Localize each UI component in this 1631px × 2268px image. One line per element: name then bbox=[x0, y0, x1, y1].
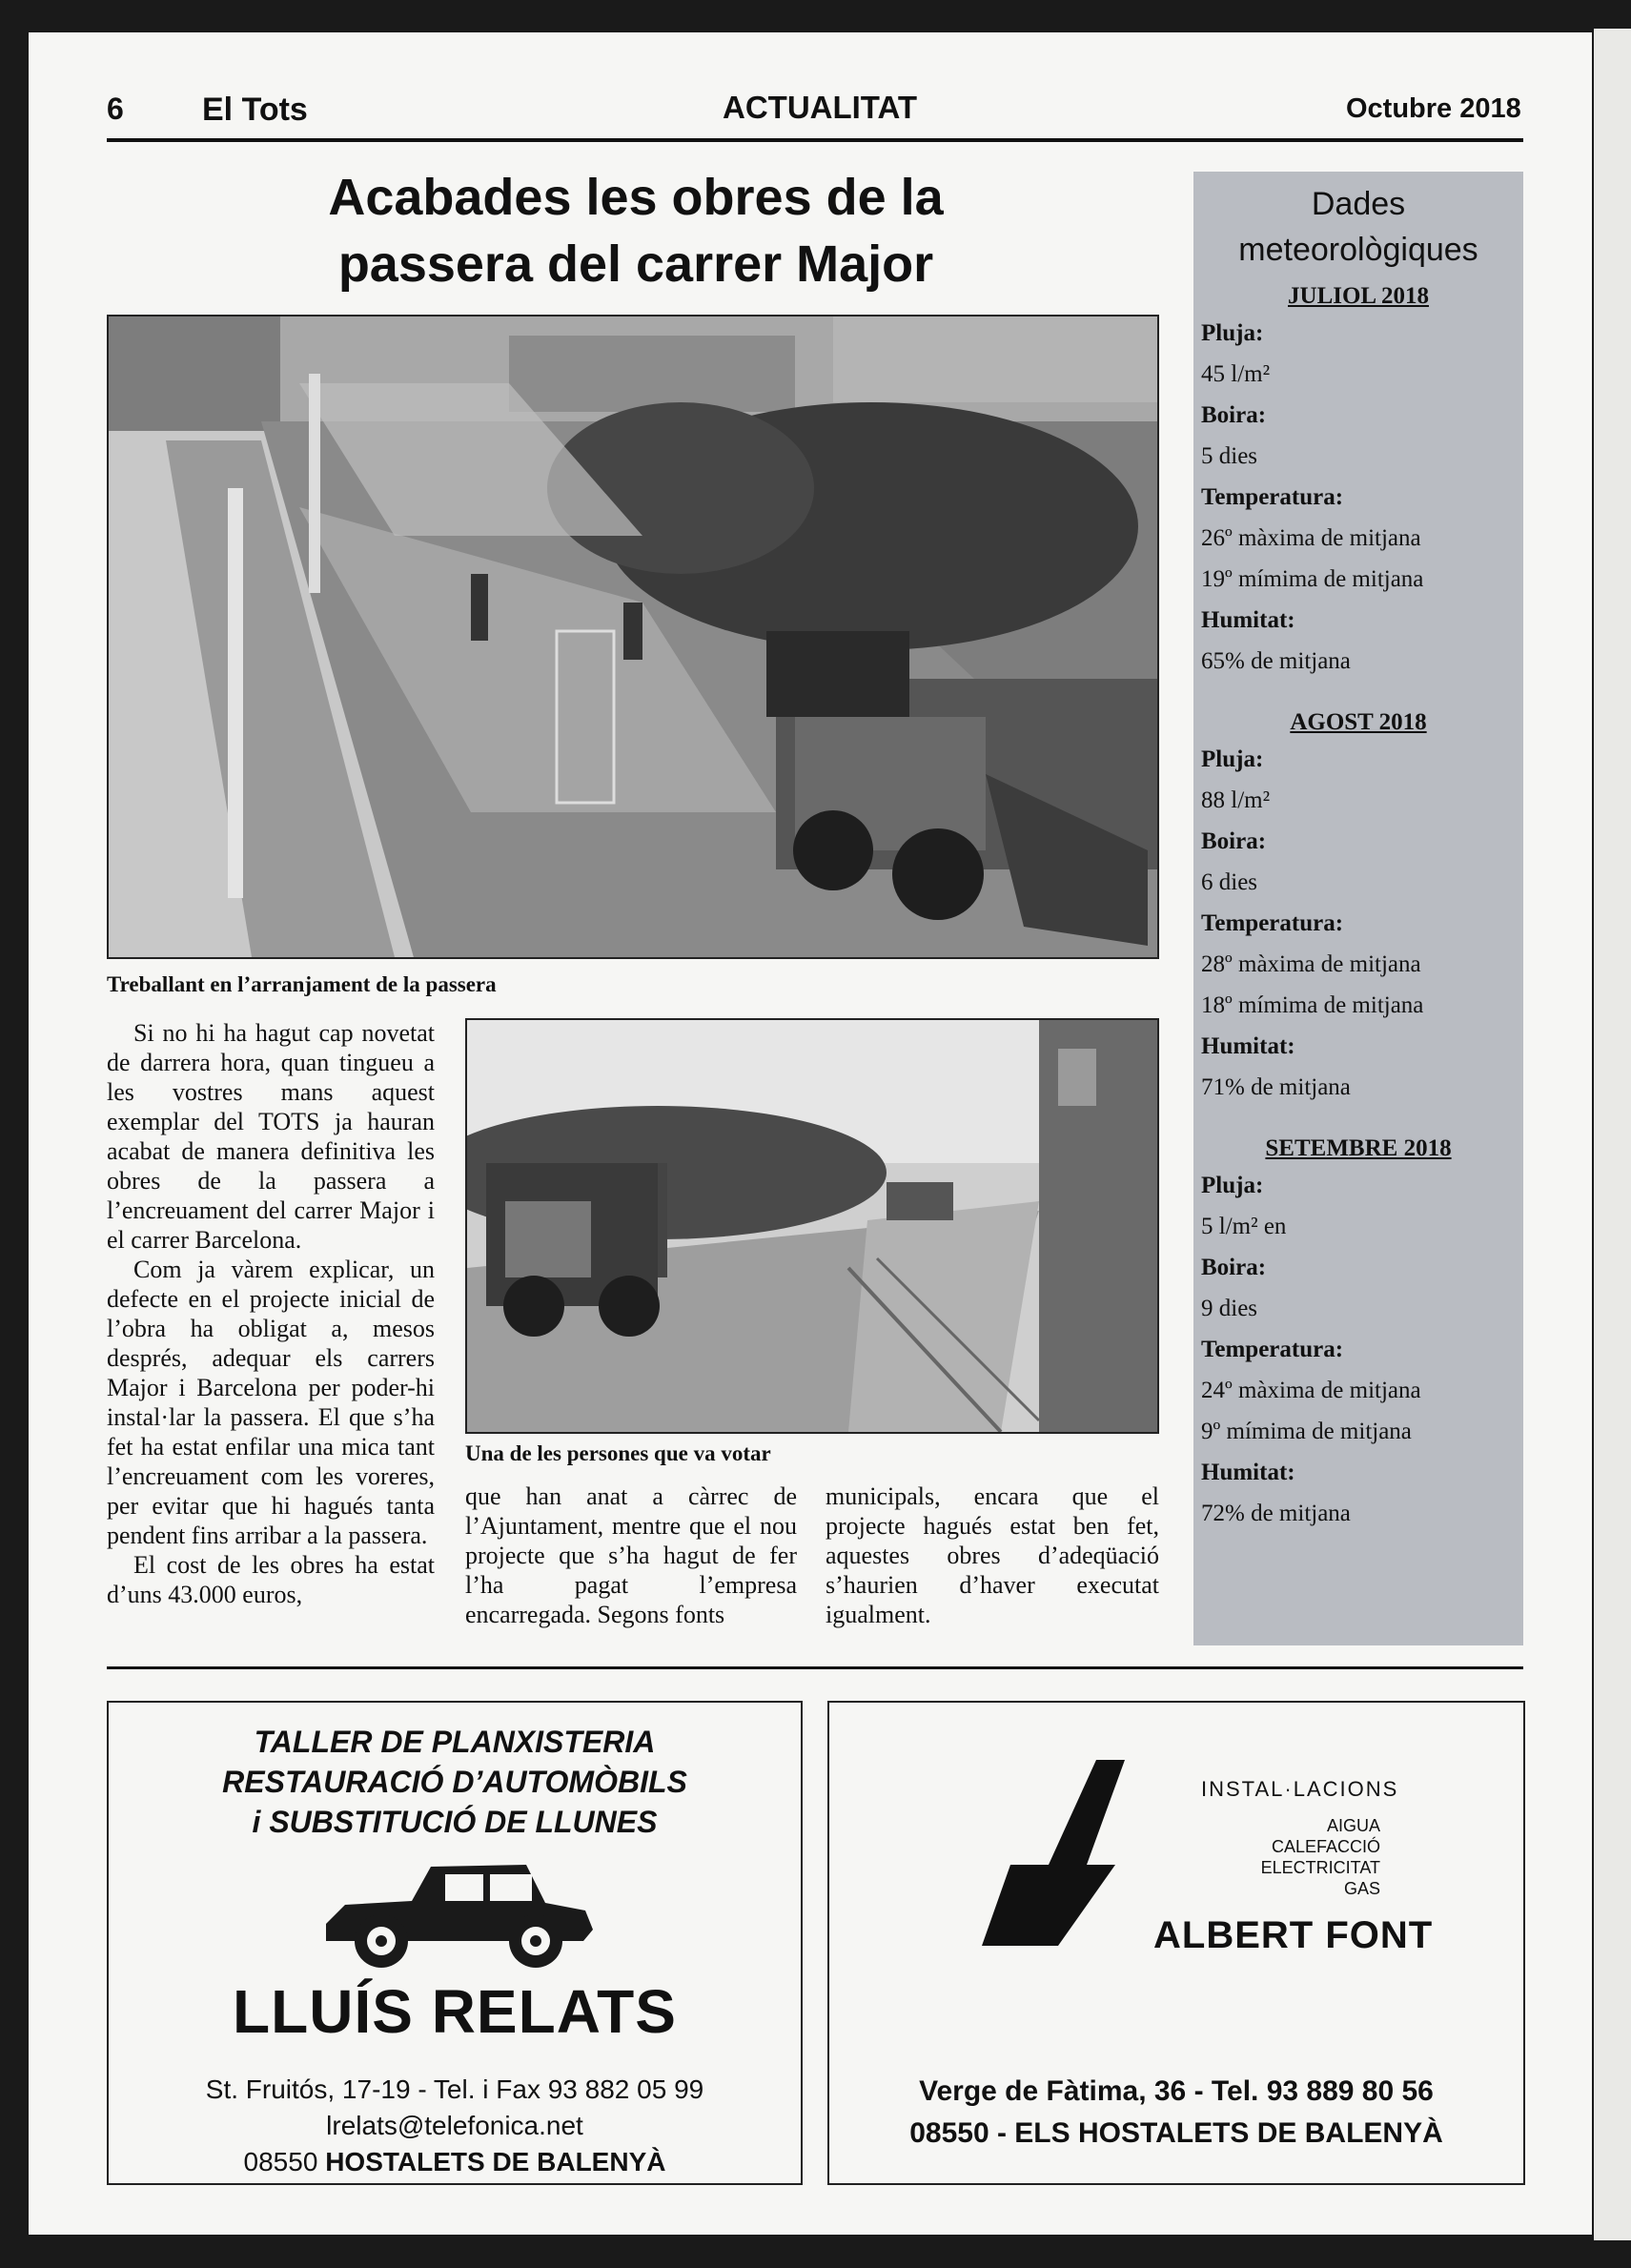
ad-lluis-relats bbox=[107, 1701, 803, 2185]
fog-value: 5 dies bbox=[1201, 443, 1258, 469]
fog-value: 9 dies bbox=[1201, 1296, 1258, 1321]
ad-services bbox=[109, 1722, 801, 1842]
humidity-value: 65% de mitjana bbox=[1201, 648, 1351, 674]
photo1-caption: Treballant en l’arranjament de la passera bbox=[107, 972, 497, 996]
next-page-edge bbox=[1594, 29, 1631, 2240]
vintage-car-icon bbox=[109, 1848, 801, 1976]
ad-address: Verge de Fàtima, 36 - Tel. 93 889 80 56 bbox=[919, 2075, 1434, 2107]
fog-label: Boira: bbox=[1201, 828, 1267, 854]
headline-line-2: passera del carrer Major bbox=[337, 235, 934, 293]
weather-title-line-1: Dades bbox=[1311, 186, 1406, 222]
humidity-value: 72% de mitjana bbox=[1201, 1501, 1351, 1526]
ad-line-1: TALLER DE PLANXISTERIA bbox=[254, 1725, 656, 1759]
fog-value: 6 dies bbox=[1201, 869, 1258, 895]
section-title: ACTUALITAT bbox=[723, 90, 918, 125]
rain-label: Pluja: bbox=[1201, 1173, 1264, 1198]
rain-value: 88 l/m² bbox=[1201, 787, 1271, 813]
ads-divider-rule bbox=[107, 1666, 1523, 1669]
photo-construction-works bbox=[107, 315, 1159, 959]
fog-label: Boira: bbox=[1201, 402, 1267, 428]
ad-address: St. Fruitós, 17-19 - Tel. i Fax 93 882 05 99 bbox=[205, 2074, 704, 2104]
paragraph-1: Si no hi ha hagut cap novetat de darrera hora, quan tingueu a les vostres mans aquest exemplar del TOTS ja hauran acabat de manera definitiva les obres de la passera a l’encreuament del carrer Major i el carrer Barcelona. bbox=[107, 1019, 435, 1254]
temp-max-value: 24º màxima de mitjana bbox=[1201, 1378, 1421, 1403]
ad-business-name: LLUÍS RELATS bbox=[233, 1977, 677, 2046]
issue-date: Octubre 2018 bbox=[1346, 93, 1521, 124]
service-water: AIGUA bbox=[1326, 1816, 1380, 1835]
rain-value: 45 l/m² bbox=[1201, 361, 1271, 387]
temp-min-value: 9º mímima de mitjana bbox=[1201, 1419, 1412, 1444]
weather-title bbox=[1193, 181, 1523, 273]
article-column-2 bbox=[465, 1481, 797, 1629]
article-column-1 bbox=[107, 1018, 435, 1609]
headline-line-1: Acabades les obres de la bbox=[328, 169, 944, 226]
ad-town: HOSTALETS DE BALENYÀ bbox=[325, 2147, 666, 2176]
weather-sidebar bbox=[1193, 172, 1523, 1645]
ad-line-3: i SUBSTITUCIÓ DE LLUNES bbox=[252, 1805, 658, 1839]
temp-max-value: 26º màxima de mitjana bbox=[1201, 525, 1421, 551]
ad-tag: INSTAL·LACIONS bbox=[1201, 1777, 1399, 1801]
temp-label: Temperatura: bbox=[1201, 484, 1344, 510]
ad-email: lrelats@telefonica.net bbox=[326, 2111, 583, 2140]
ad-line-2: RESTAURACIÓ D’AUTOMÒBILS bbox=[222, 1765, 687, 1799]
temp-min-value: 18º mímima de mitjana bbox=[1201, 992, 1424, 1018]
ad-services-list bbox=[1261, 1815, 1380, 1899]
photo-street-works bbox=[465, 1018, 1159, 1434]
temp-label: Temperatura: bbox=[1201, 910, 1344, 936]
albert-font-logo bbox=[982, 1750, 1134, 1951]
weather-month-2 bbox=[1193, 706, 1523, 1108]
fog-label: Boira: bbox=[1201, 1255, 1267, 1280]
temp-min-value: 19º mímima de mitjana bbox=[1201, 566, 1424, 592]
month-heading: JULIOL 2018 bbox=[1288, 283, 1429, 309]
service-gas: GAS bbox=[1343, 1879, 1380, 1898]
ad-town-line bbox=[109, 2144, 801, 2180]
temp-max-value: 28º màxima de mitjana bbox=[1201, 951, 1421, 977]
ad-business-name: ALBERT FONT bbox=[1153, 1914, 1434, 1956]
column-2-text: que han anat a càrrec de l’Ajuntament, mentre que el nou projecte que s’ha hagut de fer l’ha pagat l’empresa encarregada. Segons fonts bbox=[465, 1482, 797, 1628]
humidity-label: Humitat: bbox=[1201, 1460, 1295, 1485]
ad-contact bbox=[829, 2071, 1523, 2155]
photo2-caption: Una de les persones que va votar bbox=[465, 1441, 771, 1465]
weather-month-3 bbox=[1193, 1133, 1523, 1534]
weather-title-line-2: meteorològiques bbox=[1238, 232, 1478, 268]
publication-name: El Tots bbox=[202, 92, 308, 128]
rain-label: Pluja: bbox=[1201, 746, 1264, 772]
article-column-3 bbox=[826, 1481, 1159, 1629]
service-heating: CALEFACCIÓ bbox=[1271, 1837, 1380, 1856]
weather-month-1 bbox=[1193, 280, 1523, 682]
rain-value: 5 l/m² en bbox=[1201, 1214, 1287, 1239]
month-heading: AGOST 2018 bbox=[1290, 709, 1427, 735]
article-headline bbox=[107, 164, 1165, 297]
rain-label: Pluja: bbox=[1201, 320, 1264, 346]
humidity-value: 71% de mitjana bbox=[1201, 1074, 1351, 1100]
month-heading: SETEMBRE 2018 bbox=[1265, 1135, 1452, 1161]
temp-label: Temperatura: bbox=[1201, 1337, 1344, 1362]
ad-contact bbox=[109, 2072, 801, 2180]
page-number: 6 bbox=[107, 92, 124, 126]
paragraph-2: Com ja vàrem explicar, un defecte en el projecte inicial de l’obra ha obligat a, mesos després, adequar els carrers Major i Barcelona per poder-hi instal·lar la passera. El que s’ha fet ha estat enfilar una mica tant l’encreuament com les voreres, per evitar que hi hagués tanta pendent fins arribar a la passera. bbox=[107, 1256, 435, 1549]
ad-town: 08550 - ELS HOSTALETS DE BALENYÀ bbox=[909, 2117, 1443, 2149]
paragraph-3: El cost de les obres ha estat d’uns 43.000 euros, bbox=[107, 1551, 435, 1608]
service-electricity: ELECTRICITAT bbox=[1260, 1858, 1380, 1877]
ad-albert-font bbox=[827, 1701, 1525, 2185]
humidity-label: Humitat: bbox=[1201, 1033, 1295, 1059]
header-rule bbox=[107, 138, 1523, 142]
column-3-text: municipals, encara que el projecte hagués estat ben fet, aquestes obres d’adeqüació s’haurien d’haver executat igualment. bbox=[826, 1482, 1159, 1628]
ad-postal-code: 08550 bbox=[243, 2147, 318, 2176]
humidity-label: Humitat: bbox=[1201, 607, 1295, 633]
